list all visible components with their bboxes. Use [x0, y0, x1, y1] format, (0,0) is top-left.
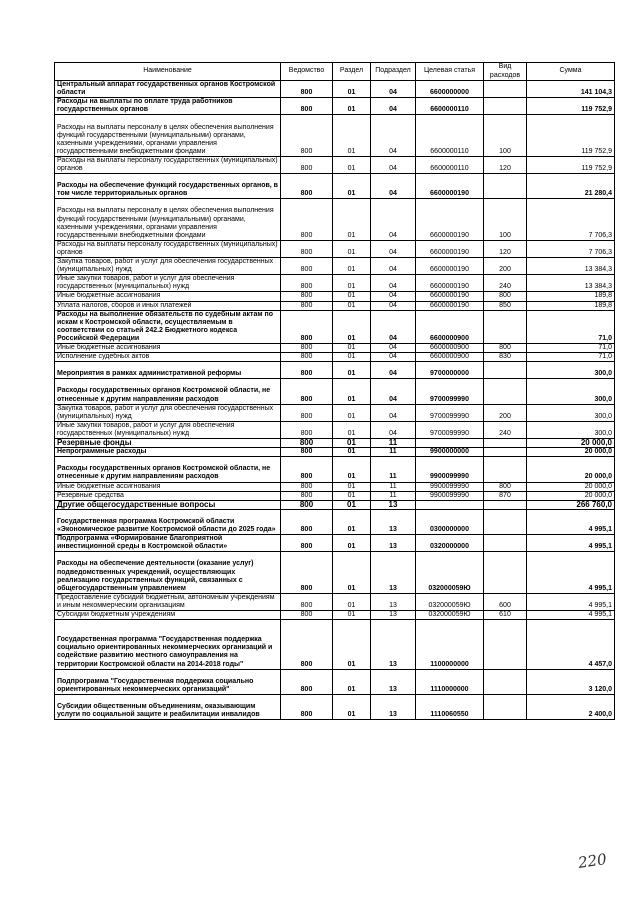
row-target: 6600000900: [416, 353, 484, 362]
row-sum: 20 000,0: [527, 457, 615, 482]
row-department: 800: [281, 379, 333, 404]
row-sum: 4 995,1: [527, 535, 615, 552]
row-target: 032000059Ю: [416, 552, 484, 594]
row-department: 800: [281, 199, 333, 241]
row-subsection: 13: [371, 620, 416, 670]
row-sum: 13 384,3: [527, 275, 615, 292]
row-subsection: 11: [371, 457, 416, 482]
row-name: Расходы на обеспечение функций государственных органов, в том числе территориальных органов: [55, 174, 281, 199]
table-row: [55, 610, 615, 619]
row-target: 6600000190: [416, 240, 484, 257]
row-target: 6600000900: [416, 310, 484, 343]
row-sum: 4 995,1: [527, 593, 615, 610]
row-sum: 13 384,3: [527, 258, 615, 275]
header-sum: Сумма: [527, 63, 615, 81]
table-row: [55, 457, 615, 482]
row-name: Предоставление субсидий бюджетным, автономным учреждениям и иным некоммерческим организациям: [55, 593, 281, 610]
row-name: Расходы на выплаты персоналу в целях обеспечения выполнения функций государственными (муниципальными) органами, казенными учреждениями, органами управления государственными внебюджетными фондами: [55, 115, 281, 157]
row-department: 800: [281, 174, 333, 199]
row-expense-type: [484, 439, 527, 448]
row-section: 01: [333, 535, 371, 552]
budget-table: [54, 62, 615, 720]
row-department: 800: [281, 310, 333, 343]
row-sum: 300,0: [527, 379, 615, 404]
row-subsection: 04: [371, 258, 416, 275]
row-expense-type: [484, 694, 527, 719]
row-subsection: 13: [371, 535, 416, 552]
row-sum: 2 400,0: [527, 694, 615, 719]
row-department: 800: [281, 301, 333, 310]
row-department: 800: [281, 610, 333, 619]
header-subsection: Подраздел: [371, 63, 416, 81]
row-subsection: 13: [371, 509, 416, 534]
row-section: 01: [333, 379, 371, 404]
table-row: [55, 669, 615, 694]
row-expense-type: 240: [484, 275, 527, 292]
row-name: Центральный аппарат государственных органов Костромской области: [55, 81, 281, 98]
header-name: Наименование: [55, 63, 281, 81]
table-row: [55, 240, 615, 257]
row-target: 9900000000: [416, 448, 484, 457]
row-target: 6600000110: [416, 115, 484, 157]
row-target: 0300000000: [416, 509, 484, 534]
row-section: 01: [333, 421, 371, 438]
row-sum: 20 000,0: [527, 491, 615, 500]
row-name: Непрограммные расходы: [55, 448, 281, 457]
row-section: 01: [333, 258, 371, 275]
header-expense-type: Вид расходов: [484, 63, 527, 81]
row-target: 6600000110: [416, 156, 484, 173]
row-expense-type: 120: [484, 240, 527, 257]
row-name: Расходы государственных органов Костромской области, не отнесенные к другим направлениям расходов: [55, 457, 281, 482]
row-sum: 4 995,1: [527, 552, 615, 594]
row-subsection: 13: [371, 500, 416, 509]
row-department: 800: [281, 439, 333, 448]
row-expense-type: 850: [484, 301, 527, 310]
table-row: [55, 491, 615, 500]
row-section: 01: [333, 199, 371, 241]
row-subsection: 11: [371, 491, 416, 500]
row-expense-type: [484, 81, 527, 98]
row-name: Подпрограмма "Государственная поддержка социально ориентированных некоммерческих организаций": [55, 669, 281, 694]
table-row: [55, 174, 615, 199]
row-subsection: 04: [371, 292, 416, 301]
row-subsection: 04: [371, 199, 416, 241]
row-target: 9900099990: [416, 457, 484, 482]
row-name: Закупка товаров, работ и услуг для обеспечения государственных (муниципальных) нужд: [55, 258, 281, 275]
row-name: Государственная программа Костромской области «Экономическое развитие Костромской области до 2025 года»: [55, 509, 281, 534]
row-department: 800: [281, 491, 333, 500]
handwritten-page-number: 220: [576, 850, 608, 872]
table-row: [55, 421, 615, 438]
table-row: [55, 482, 615, 491]
row-department: 800: [281, 275, 333, 292]
row-sum: 266 760,0: [527, 500, 615, 509]
row-sum: 300,0: [527, 362, 615, 379]
row-section: 01: [333, 240, 371, 257]
row-target: 6600000000: [416, 81, 484, 98]
row-target: 0320000000: [416, 535, 484, 552]
table-row: [55, 535, 615, 552]
row-expense-type: [484, 310, 527, 343]
row-name: Уплата налогов, сборов и иных платежей: [55, 301, 281, 310]
row-sum: 7 706,3: [527, 240, 615, 257]
row-name: Расходы на обеспечение деятельности (оказание услуг) подведомственных учреждений, осуществляющих реализацию государственных функций, связанных с общегосударственным управлением: [55, 552, 281, 594]
table-row: [55, 509, 615, 534]
row-sum: 300,0: [527, 421, 615, 438]
row-expense-type: [484, 620, 527, 670]
row-section: 01: [333, 482, 371, 491]
table-row: [55, 439, 615, 448]
header-target: Целевая статья: [416, 63, 484, 81]
row-target: 9900099990: [416, 491, 484, 500]
row-expense-type: 200: [484, 258, 527, 275]
row-target: 1110000000: [416, 669, 484, 694]
table-row: [55, 448, 615, 457]
row-department: 800: [281, 404, 333, 421]
row-department: 800: [281, 593, 333, 610]
row-department: 800: [281, 509, 333, 534]
row-expense-type: [484, 379, 527, 404]
row-name: Резервные средства: [55, 491, 281, 500]
row-section: 01: [333, 669, 371, 694]
table-row: [55, 115, 615, 157]
row-subsection: 04: [371, 98, 416, 115]
row-department: 800: [281, 620, 333, 670]
row-expense-type: 100: [484, 199, 527, 241]
row-sum: 20 000,0: [527, 448, 615, 457]
row-department: 800: [281, 552, 333, 594]
row-target: 6600000190: [416, 258, 484, 275]
row-subsection: 04: [371, 353, 416, 362]
table-row: [55, 379, 615, 404]
row-department: 800: [281, 156, 333, 173]
table-row: [55, 500, 615, 509]
row-expense-type: 120: [484, 156, 527, 173]
row-subsection: 04: [371, 362, 416, 379]
row-section: 01: [333, 552, 371, 594]
row-expense-type: 870: [484, 491, 527, 500]
row-sum: 119 752,9: [527, 98, 615, 115]
row-section: 01: [333, 81, 371, 98]
row-name: Субсидии общественным объединениям, оказывающим услуги по социальной защите и реабилитации инвалидов: [55, 694, 281, 719]
row-name: Субсидии бюджетным учреждениям: [55, 610, 281, 619]
row-expense-type: 100: [484, 115, 527, 157]
row-sum: 20 000,0: [527, 439, 615, 448]
row-sum: 119 752,9: [527, 115, 615, 157]
row-sum: 141 104,3: [527, 81, 615, 98]
row-name: Иные бюджетные ассигнования: [55, 482, 281, 491]
row-subsection: 04: [371, 301, 416, 310]
row-target: 6600000900: [416, 344, 484, 353]
row-department: 800: [281, 500, 333, 509]
row-expense-type: 610: [484, 610, 527, 619]
row-expense-type: [484, 500, 527, 509]
row-expense-type: [484, 669, 527, 694]
row-department: 800: [281, 81, 333, 98]
row-sum: 71,0: [527, 310, 615, 343]
row-section: 01: [333, 593, 371, 610]
header-department: Ведомство: [281, 63, 333, 81]
row-subsection: 11: [371, 439, 416, 448]
table-row: [55, 620, 615, 670]
table-row: [55, 362, 615, 379]
row-section: 01: [333, 457, 371, 482]
row-sum: 300,0: [527, 404, 615, 421]
row-subsection: 13: [371, 694, 416, 719]
row-sum: 20 000,0: [527, 482, 615, 491]
row-name: Другие общегосударственные вопросы: [55, 500, 281, 509]
budget-table-body: [55, 81, 615, 720]
row-name: Расходы на выполнение обязательств по судебным актам по искам к Костромской области, осуществляемым в соответствии со статьей 242.2 Бюджетного кодекса Российской Федерации: [55, 310, 281, 343]
row-expense-type: [484, 362, 527, 379]
row-section: 01: [333, 404, 371, 421]
row-target: [416, 500, 484, 509]
row-section: 01: [333, 156, 371, 173]
row-section: 01: [333, 301, 371, 310]
row-subsection: 04: [371, 275, 416, 292]
row-expense-type: [484, 535, 527, 552]
row-department: 800: [281, 448, 333, 457]
table-row: [55, 301, 615, 310]
row-sum: 4 457,0: [527, 620, 615, 670]
table-row: [55, 199, 615, 241]
row-target: 6600000190: [416, 174, 484, 199]
row-subsection: 04: [371, 421, 416, 438]
table-row: [55, 292, 615, 301]
row-expense-type: [484, 509, 527, 534]
row-name: Расходы государственных органов Костромской области, не отнесенные к другим направлениям расходов: [55, 379, 281, 404]
row-department: 800: [281, 115, 333, 157]
row-department: 800: [281, 362, 333, 379]
row-expense-type: [484, 448, 527, 457]
row-subsection: 13: [371, 610, 416, 619]
row-target: 032000059Ю: [416, 610, 484, 619]
row-expense-type: 800: [484, 344, 527, 353]
row-section: 01: [333, 439, 371, 448]
row-expense-type: 830: [484, 353, 527, 362]
row-sum: 189,8: [527, 301, 615, 310]
row-section: 01: [333, 310, 371, 343]
row-target: 1110060550: [416, 694, 484, 719]
row-department: 800: [281, 482, 333, 491]
row-expense-type: 800: [484, 482, 527, 491]
row-sum: 21 280,4: [527, 174, 615, 199]
row-target: 6600000190: [416, 301, 484, 310]
row-name: Иные закупки товаров, работ и услуг для обеспечения государственных (муниципальных) нужд: [55, 275, 281, 292]
row-expense-type: [484, 552, 527, 594]
table-row: [55, 81, 615, 98]
row-name: Иные бюджетные ассигнования: [55, 344, 281, 353]
row-subsection: 04: [371, 156, 416, 173]
row-department: 800: [281, 457, 333, 482]
row-target: 9700099990: [416, 404, 484, 421]
row-target: 6600000190: [416, 275, 484, 292]
row-subsection: 13: [371, 593, 416, 610]
row-sum: 189,8: [527, 292, 615, 301]
table-row: [55, 156, 615, 173]
table-row: [55, 98, 615, 115]
row-section: 01: [333, 620, 371, 670]
row-section: 01: [333, 174, 371, 199]
row-name: Государственная программа "Государственная поддержка социально ориентированных некоммерческих организаций и содействие развитию местного самоуправления на территории Костромской области на 2014-2018 годы": [55, 620, 281, 670]
row-department: 800: [281, 344, 333, 353]
row-expense-type: 200: [484, 404, 527, 421]
row-department: 800: [281, 240, 333, 257]
row-section: 01: [333, 353, 371, 362]
row-expense-type: [484, 174, 527, 199]
row-department: 800: [281, 258, 333, 275]
row-subsection: 04: [371, 344, 416, 353]
row-section: 01: [333, 98, 371, 115]
row-section: 01: [333, 292, 371, 301]
table-row: [55, 310, 615, 343]
table-row: [55, 353, 615, 362]
table-row: [55, 344, 615, 353]
row-name: Расходы на выплаты персоналу государственных (муниципальных) органов: [55, 156, 281, 173]
row-sum: 119 752,9: [527, 156, 615, 173]
row-target: [416, 439, 484, 448]
row-name: Подпрограмма «Формирование благоприятной инвестиционной среды в Костромской области»: [55, 535, 281, 552]
row-subsection: 04: [371, 310, 416, 343]
row-name: Расходы на выплаты персоналу государственных (муниципальных) органов: [55, 240, 281, 257]
row-section: 01: [333, 275, 371, 292]
row-target: 9900099990: [416, 482, 484, 491]
row-sum: 7 706,3: [527, 199, 615, 241]
row-section: 01: [333, 694, 371, 719]
row-section: 01: [333, 500, 371, 509]
table-row: [55, 258, 615, 275]
row-name: Резервные фонды: [55, 439, 281, 448]
table-row: [55, 404, 615, 421]
row-name: Иные закупки товаров, работ и услуг для обеспечения государственных (муниципальных) нужд: [55, 421, 281, 438]
row-department: 800: [281, 535, 333, 552]
row-subsection: 04: [371, 115, 416, 157]
row-target: 1100000000: [416, 620, 484, 670]
header-section: Раздел: [333, 63, 371, 81]
row-name: Иные бюджетные ассигнования: [55, 292, 281, 301]
row-sum: 71,0: [527, 353, 615, 362]
table-row: [55, 275, 615, 292]
row-name: Закупка товаров, работ и услуг для обеспечения государственных (муниципальных) нужд: [55, 404, 281, 421]
row-subsection: 04: [371, 174, 416, 199]
row-section: 01: [333, 491, 371, 500]
row-subsection: 11: [371, 448, 416, 457]
row-name: Исполнение судебных актов: [55, 353, 281, 362]
row-target: 9700000000: [416, 362, 484, 379]
row-expense-type: [484, 98, 527, 115]
header-row: [55, 63, 615, 81]
row-expense-type: 600: [484, 593, 527, 610]
row-subsection: 04: [371, 81, 416, 98]
row-subsection: 04: [371, 379, 416, 404]
row-subsection: 11: [371, 482, 416, 491]
row-target: 9700099990: [416, 379, 484, 404]
row-target: 6600000190: [416, 199, 484, 241]
row-expense-type: [484, 457, 527, 482]
row-target: 6600000110: [416, 98, 484, 115]
row-name: Расходы на выплаты по оплате труда работников государственных органов: [55, 98, 281, 115]
row-section: 01: [333, 344, 371, 353]
row-name: Расходы на выплаты персоналу в целях обеспечения выполнения функций государственными (муниципальными) органами, казенными учреждениями, органами управления государственными внебюджетными фондами: [55, 199, 281, 241]
row-sum: 4 995,1: [527, 610, 615, 619]
row-target: 6600000190: [416, 292, 484, 301]
row-target: 9700099990: [416, 421, 484, 438]
row-department: 800: [281, 694, 333, 719]
row-section: 01: [333, 115, 371, 157]
row-section: 01: [333, 509, 371, 534]
row-department: 800: [281, 669, 333, 694]
row-subsection: 04: [371, 240, 416, 257]
row-expense-type: 800: [484, 292, 527, 301]
row-name: Мероприятия в рамках административной реформы: [55, 362, 281, 379]
row-subsection: 13: [371, 669, 416, 694]
row-section: 01: [333, 610, 371, 619]
table-row: [55, 593, 615, 610]
row-department: 800: [281, 421, 333, 438]
table-row: [55, 694, 615, 719]
row-sum: 71,0: [527, 344, 615, 353]
table-row: [55, 552, 615, 594]
row-sum: 4 995,1: [527, 509, 615, 534]
row-section: 01: [333, 448, 371, 457]
row-section: 01: [333, 362, 371, 379]
row-subsection: 04: [371, 404, 416, 421]
row-department: 800: [281, 353, 333, 362]
row-department: 800: [281, 292, 333, 301]
row-department: 800: [281, 98, 333, 115]
row-sum: 3 120,0: [527, 669, 615, 694]
row-target: 032000059Ю: [416, 593, 484, 610]
row-subsection: 13: [371, 552, 416, 594]
row-expense-type: 240: [484, 421, 527, 438]
